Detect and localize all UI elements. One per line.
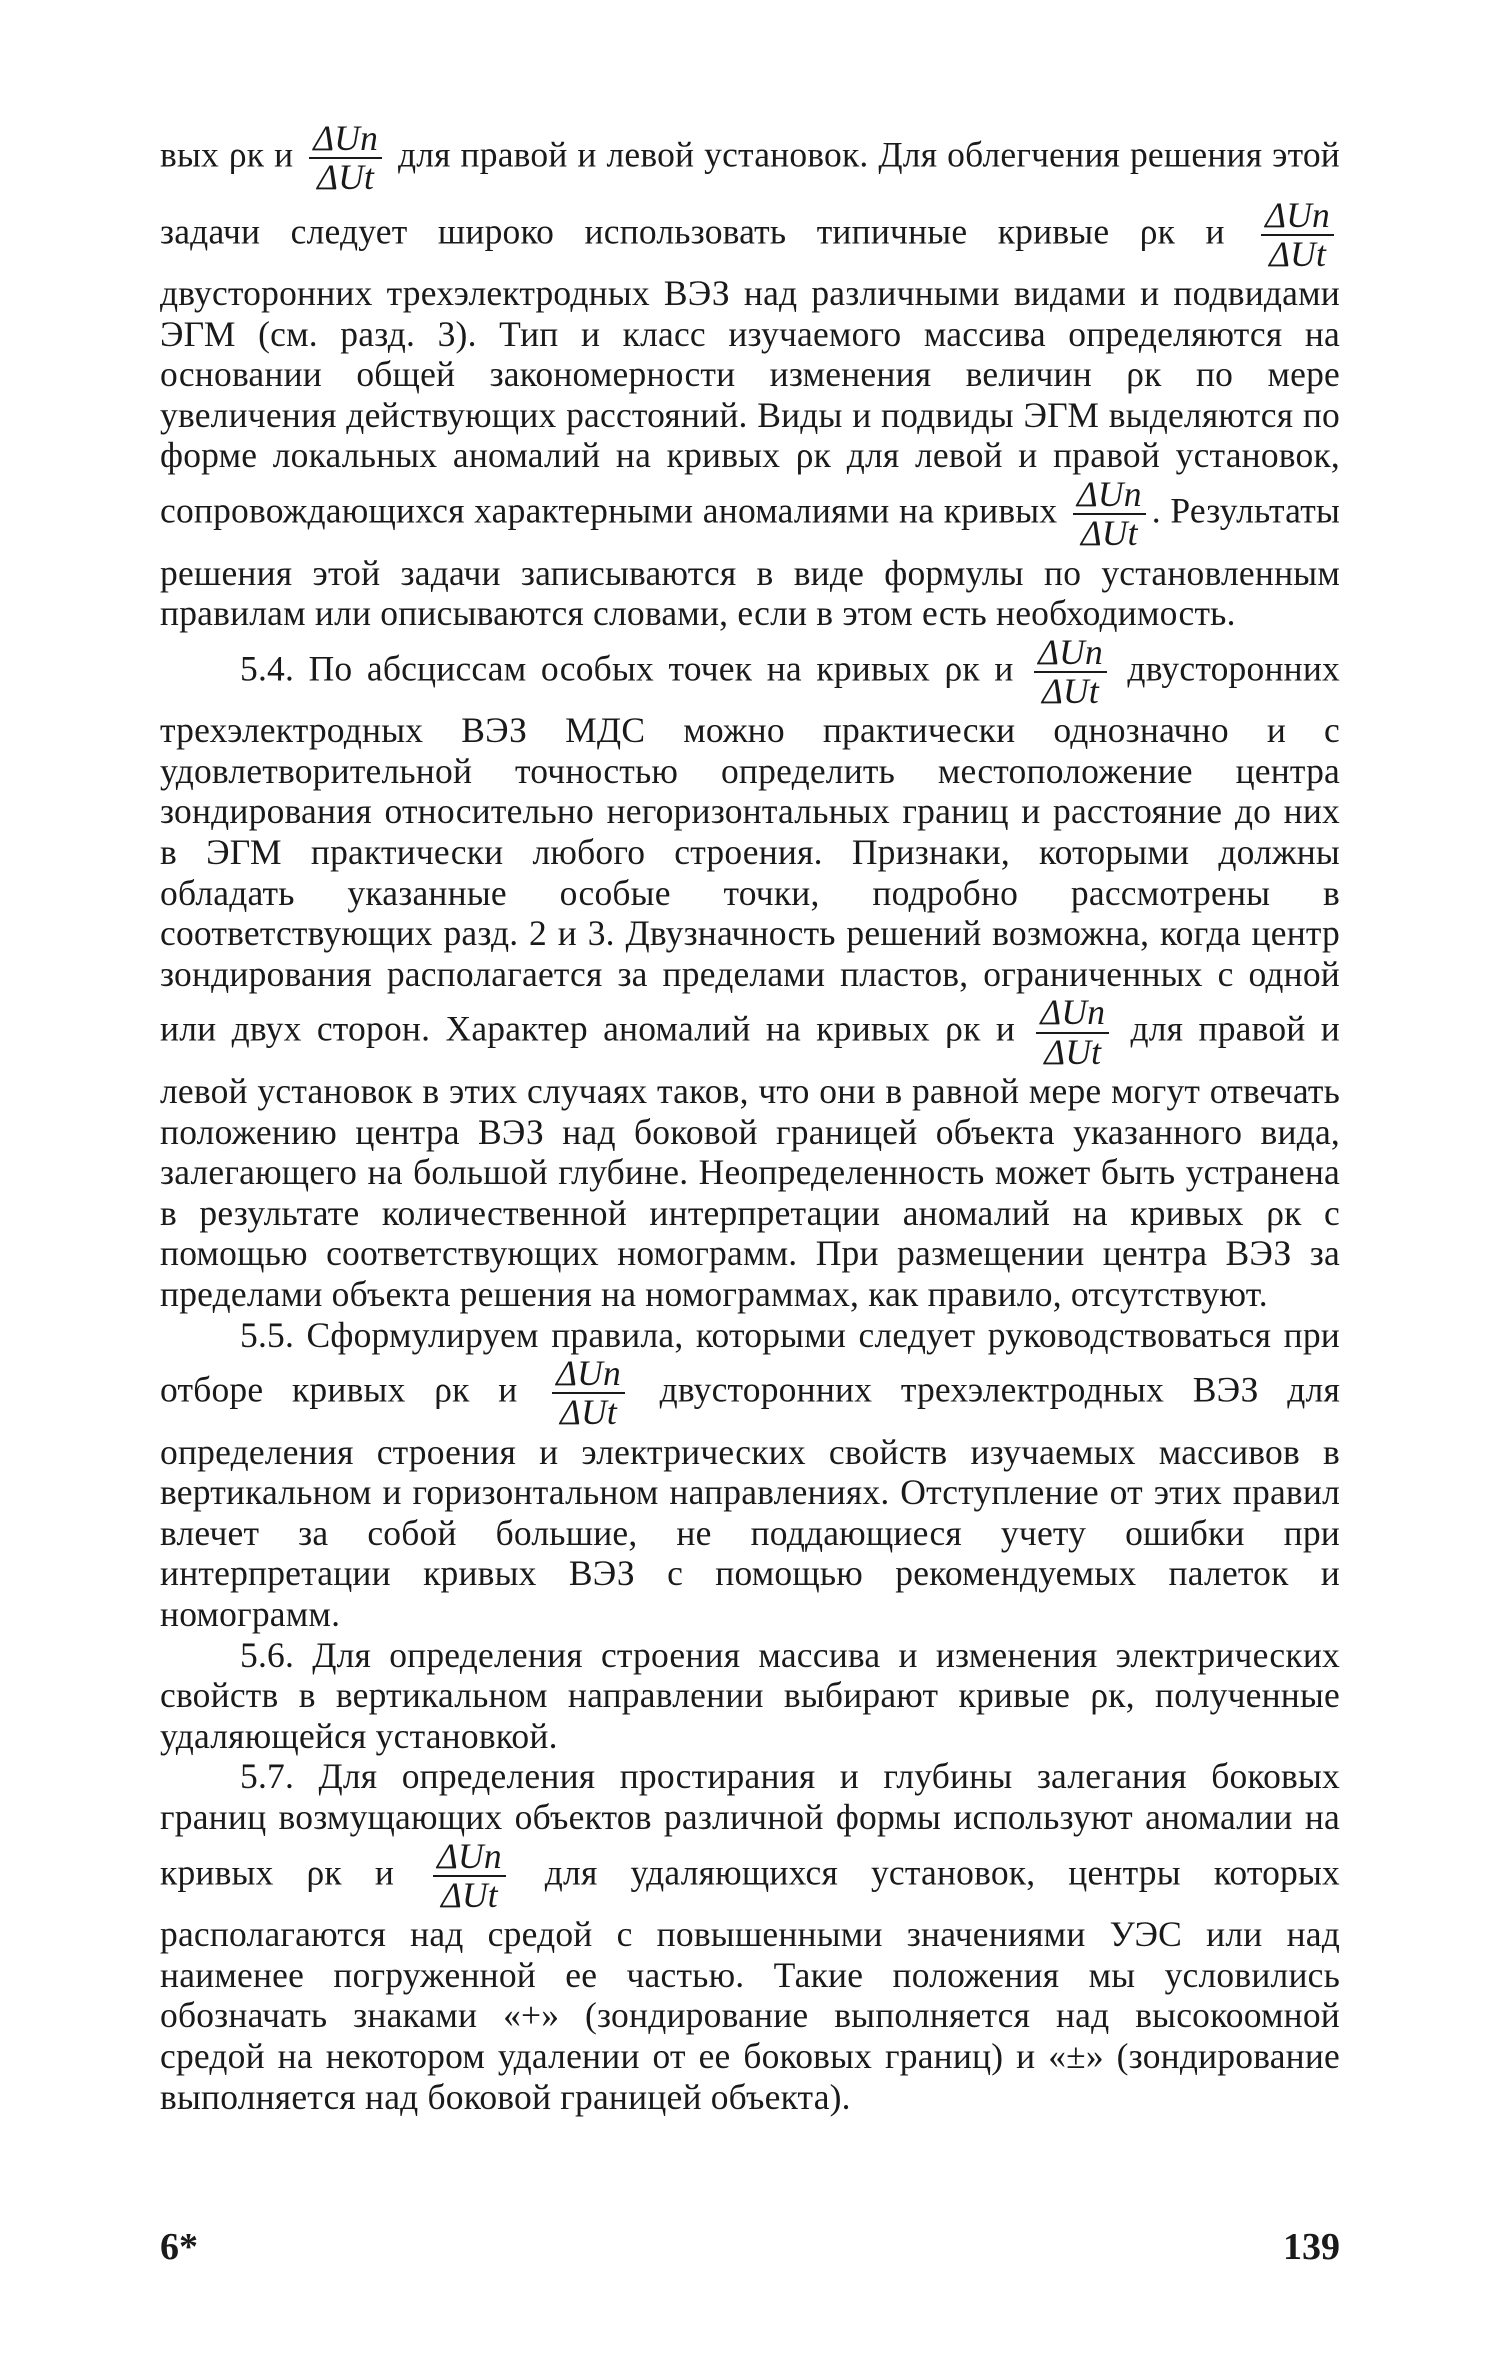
fraction-numerator: ΔUn: [1073, 476, 1146, 515]
fraction-denominator: ΔUt: [317, 157, 375, 198]
paragraph-1: [160, 120, 1340, 634]
text-run: вых ρк и: [160, 134, 304, 175]
text-run: для удаляющихся установок, центры которых располагаются над средой с повышенными значениями УЭС или над наименее погруженной ее частью. Такие положения мы условились обозначать знаками «+» (зондирование выполняется над высокоомной средой на некотором удалении от ее боковых границ) и «±» (зондирование выполняется над боковой границей объекта).: [160, 1852, 1340, 2117]
paragraph-5-5: [160, 1315, 1340, 1635]
text-run: двусторонних трехэлектродных ВЭЗ МДС можно практически однозначно и с удовлетворительной точностью определить местоположение центра зондирования относительно негоризонтальных границ и расстояние до них в ЭГМ практически любого строения. Признаки, которыми должны обладать указанные особые точки, подробно рассмотрены в соответствующих разд. 2 и 3. Двузначность решений возможна, когда центр зондирования располагается за пределами пластов, ограниченных с одной или двух сторон. Характер аномалий на кривых ρк и: [160, 648, 1340, 1049]
fraction-denominator: ΔUt: [1044, 1031, 1102, 1072]
text-run: двусторонних трехэлектродных ВЭЗ над различными видами и подвидами ЭГМ (см. разд. 3). Тип и класс изучаемого массива определяются на основании общей закономерности изменения величин ρк по мере увеличения действующих расстояний. Виды и подвиды ЭГМ выделяются по форме локальных аномалий на кривых ρк для левой и правой установок, сопровождающихся характерными аномалиями на кривых: [160, 273, 1340, 531]
fraction-delta-un-over-delta-ut: [1034, 631, 1107, 712]
page-number: 139: [1283, 2226, 1340, 2268]
fraction-denominator: ΔUt: [1042, 671, 1099, 712]
signature-mark: 6*: [160, 2226, 198, 2268]
fraction-delta-un-over-delta-ut: [1036, 994, 1109, 1071]
paragraph-5-7: [160, 1756, 1340, 2117]
fraction-denominator: ΔUt: [440, 1874, 498, 1915]
paragraph-5-6: [160, 1635, 1340, 1757]
fraction-numerator: ΔUn: [1034, 634, 1107, 673]
fraction-delta-un-over-delta-ut: [552, 1355, 625, 1432]
fraction-delta-un-over-delta-ut: [309, 120, 382, 197]
text-run: 5.4. По абсциссам особых точек на кривых ρк и: [240, 648, 1029, 689]
text-run: двусторонних трехэлектродных ВЭЗ для определения строения и электрических свойств изучаемых массивов в вертикальном и горизонтальном направлениях. Отступление от этих правил влечет за собой большие, не поддающиеся учету ошибки при интерпретации кривых ВЭЗ с помощью рекомендуемых палеток и номограмм.: [160, 1369, 1340, 1635]
fraction-delta-un-over-delta-ut: [1261, 194, 1334, 274]
fraction-numerator: ΔUn: [309, 120, 382, 159]
fraction-denominator: ΔUt: [1080, 513, 1138, 554]
fraction-numerator: ΔUn: [552, 1355, 625, 1394]
text-run: 5.6. Для определения строения массива и изменения электрических свойств в вертикальном направлении выбирают кривые ρк, полученные удаляющейся установкой.: [160, 1634, 1340, 1756]
text-run: 5.7. Для определения простирания и глубины залегания боковых границ возмущающих объектов различной формы используют аномалии на кривых ρк и: [160, 1756, 1340, 1892]
text-run: . Результаты решения этой задачи записываются в виде формулы по установленным правилам или описываются словами, если в этом есть необходимость.: [160, 490, 1340, 634]
fraction-delta-un-over-delta-ut: [433, 1835, 506, 1915]
fraction-numerator: ΔUn: [1261, 197, 1334, 236]
fraction-denominator: ΔUt: [560, 1392, 617, 1433]
fraction-numerator: ΔUn: [1036, 994, 1109, 1033]
text-run: 5.5. Сформулируем правила, которыми следует руководствоваться при отборе кривых ρк и: [160, 1314, 1340, 1410]
fraction-denominator: ΔUt: [1269, 233, 1327, 274]
text-run: для правой и левой установок в этих случаях таков, что они в равной мере могут отвечать положению центра ВЭЗ над боковой границей объекта указанного вида, залегающего на большой глубине. Неопределенность может быть устранена в результате количественной интерпретации аномалий на кривых ρк с помощью соответствующих номограмм. При размещении центра ВЭЗ за пределами объекта решения на номограммах, как правило, отсутствуют.: [160, 1008, 1340, 1314]
page-body: [160, 120, 1340, 2117]
fraction-delta-un-over-delta-ut: [1073, 476, 1146, 553]
fraction-numerator: ΔUn: [433, 1838, 506, 1877]
text-run: для правой и левой установок. Для облегчения решения этой задачи следует широко использовать типичные кривые ρк и: [160, 134, 1340, 251]
paragraph-5-4: [160, 631, 1340, 1315]
